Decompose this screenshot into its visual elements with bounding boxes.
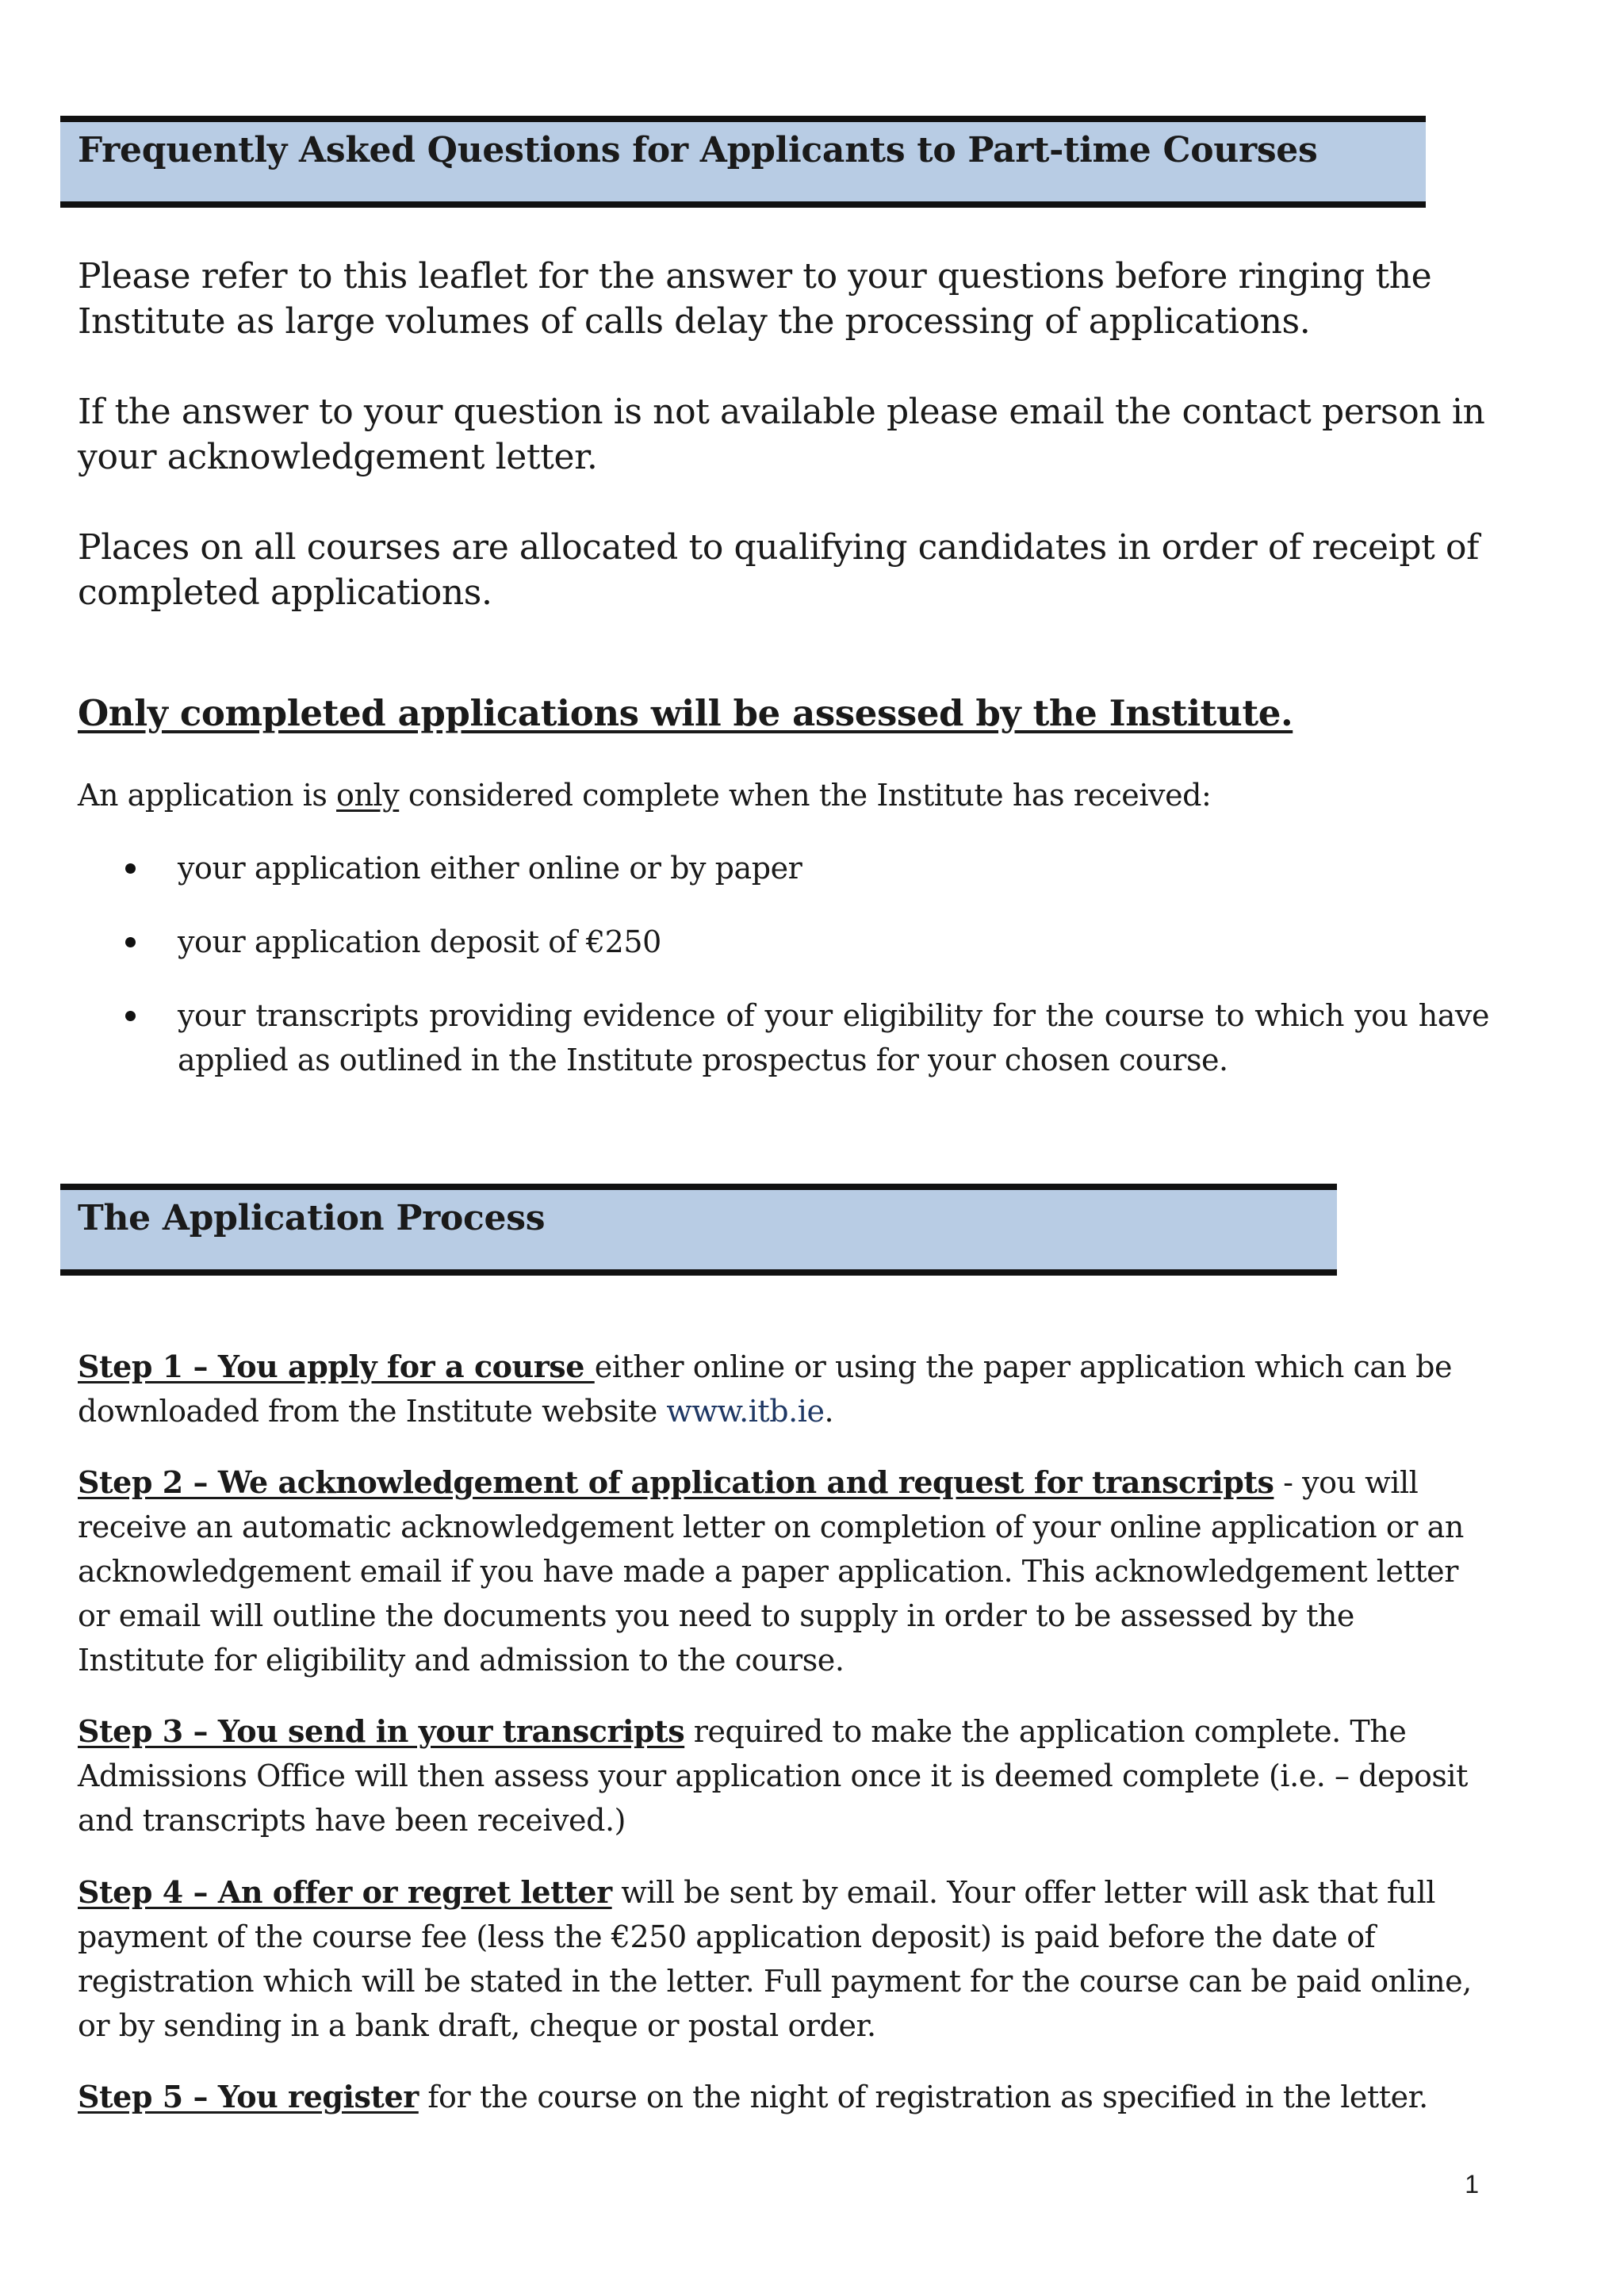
page-number: 1 <box>1465 2170 1479 2198</box>
website-link[interactable]: www.itb.ie <box>666 1394 825 1429</box>
step-2 <box>78 1460 1489 1682</box>
process-heading: The Application Process <box>78 1198 546 1238</box>
lead-emphasis-only: only <box>336 778 400 813</box>
bullet-icon <box>125 1011 136 1021</box>
completed-applications-notice: Only completed applications will be assessed by the Institute. <box>78 692 1293 734</box>
lead-text-after: considered complete when the Institute has received: <box>399 778 1212 813</box>
step-1-text: either online or using the paper application which can be downloaded from the Institute website <box>78 1349 1453 1429</box>
faq-heading: Frequently Asked Questions for Applicants to Part-time Courses <box>78 130 1318 170</box>
bullet-icon <box>125 863 136 874</box>
list-item-text: your application deposit of €250 <box>178 924 661 959</box>
step-5-label: Step 5 – You register <box>78 2079 419 2114</box>
step-3 <box>78 1709 1489 1843</box>
step-4-label: Step 4 – An offer or regret letter <box>78 1874 612 1910</box>
step-2-label: Step 2 – We acknowledgement of application and request for transcripts <box>78 1464 1274 1500</box>
intro-paragraph-2: If the answer to your question is not available please email the contact person in your acknowledgement letter. <box>78 392 1485 477</box>
step-1 <box>78 1345 1489 1433</box>
step-5-text: for the course on the night of registration as specified in the letter. <box>418 2080 1428 2114</box>
intro-paragraph-3: Places on all courses are allocated to qualifying candidates in order of receipt of completed applications. <box>78 527 1479 613</box>
step-5 <box>78 2075 1489 2119</box>
step-2-text: - you will receive an automatic acknowledgement letter on completion of your online application or an acknowledgement email if you have made a paper application. This acknowledgement letter or email will outline the documents you need to supply in order to be assessed by the Institute for eligibility and admission to the course. <box>78 1465 1464 1678</box>
faq-heading-banner <box>60 116 1426 208</box>
step-4 <box>78 1870 1489 2048</box>
bullet-icon <box>125 937 136 947</box>
step-3-text: required to make the application complete. The Admissions Office will then assess your application once it is deemed complete (i.e. – deposit and transcripts have been received.) <box>78 1714 1468 1838</box>
step-1-text-end: . <box>824 1394 834 1429</box>
step-4-text: will be sent by email. Your offer letter will ask that full payment of the course fee (less the €250 application deposit) is paid before the date of registration which will be stated in the letter. Full payment for the course can be paid online, or by sending in a bank draft, cheque or postal order. <box>78 1875 1472 2043</box>
process-heading-banner <box>60 1184 1337 1276</box>
list-item-text: your transcripts providing evidence of your eligibility for the course to which you have applied as outlined in the Institute prospectus for your chosen course. <box>178 998 1489 1077</box>
intro-paragraph-1: Please refer to this leaflet for the answer to your questions before ringing the Institute as large volumes of calls delay the processing of applications. <box>78 256 1432 342</box>
list-item-text: your application either online or by paper <box>178 851 802 886</box>
lead-text-before: An application is <box>78 778 337 813</box>
step-3-label: Step 3 – You send in your transcripts <box>78 1713 685 1749</box>
step-1-label: Step 1 – You apply for a course <box>78 1349 595 1384</box>
complete-application-lead <box>78 773 1489 817</box>
